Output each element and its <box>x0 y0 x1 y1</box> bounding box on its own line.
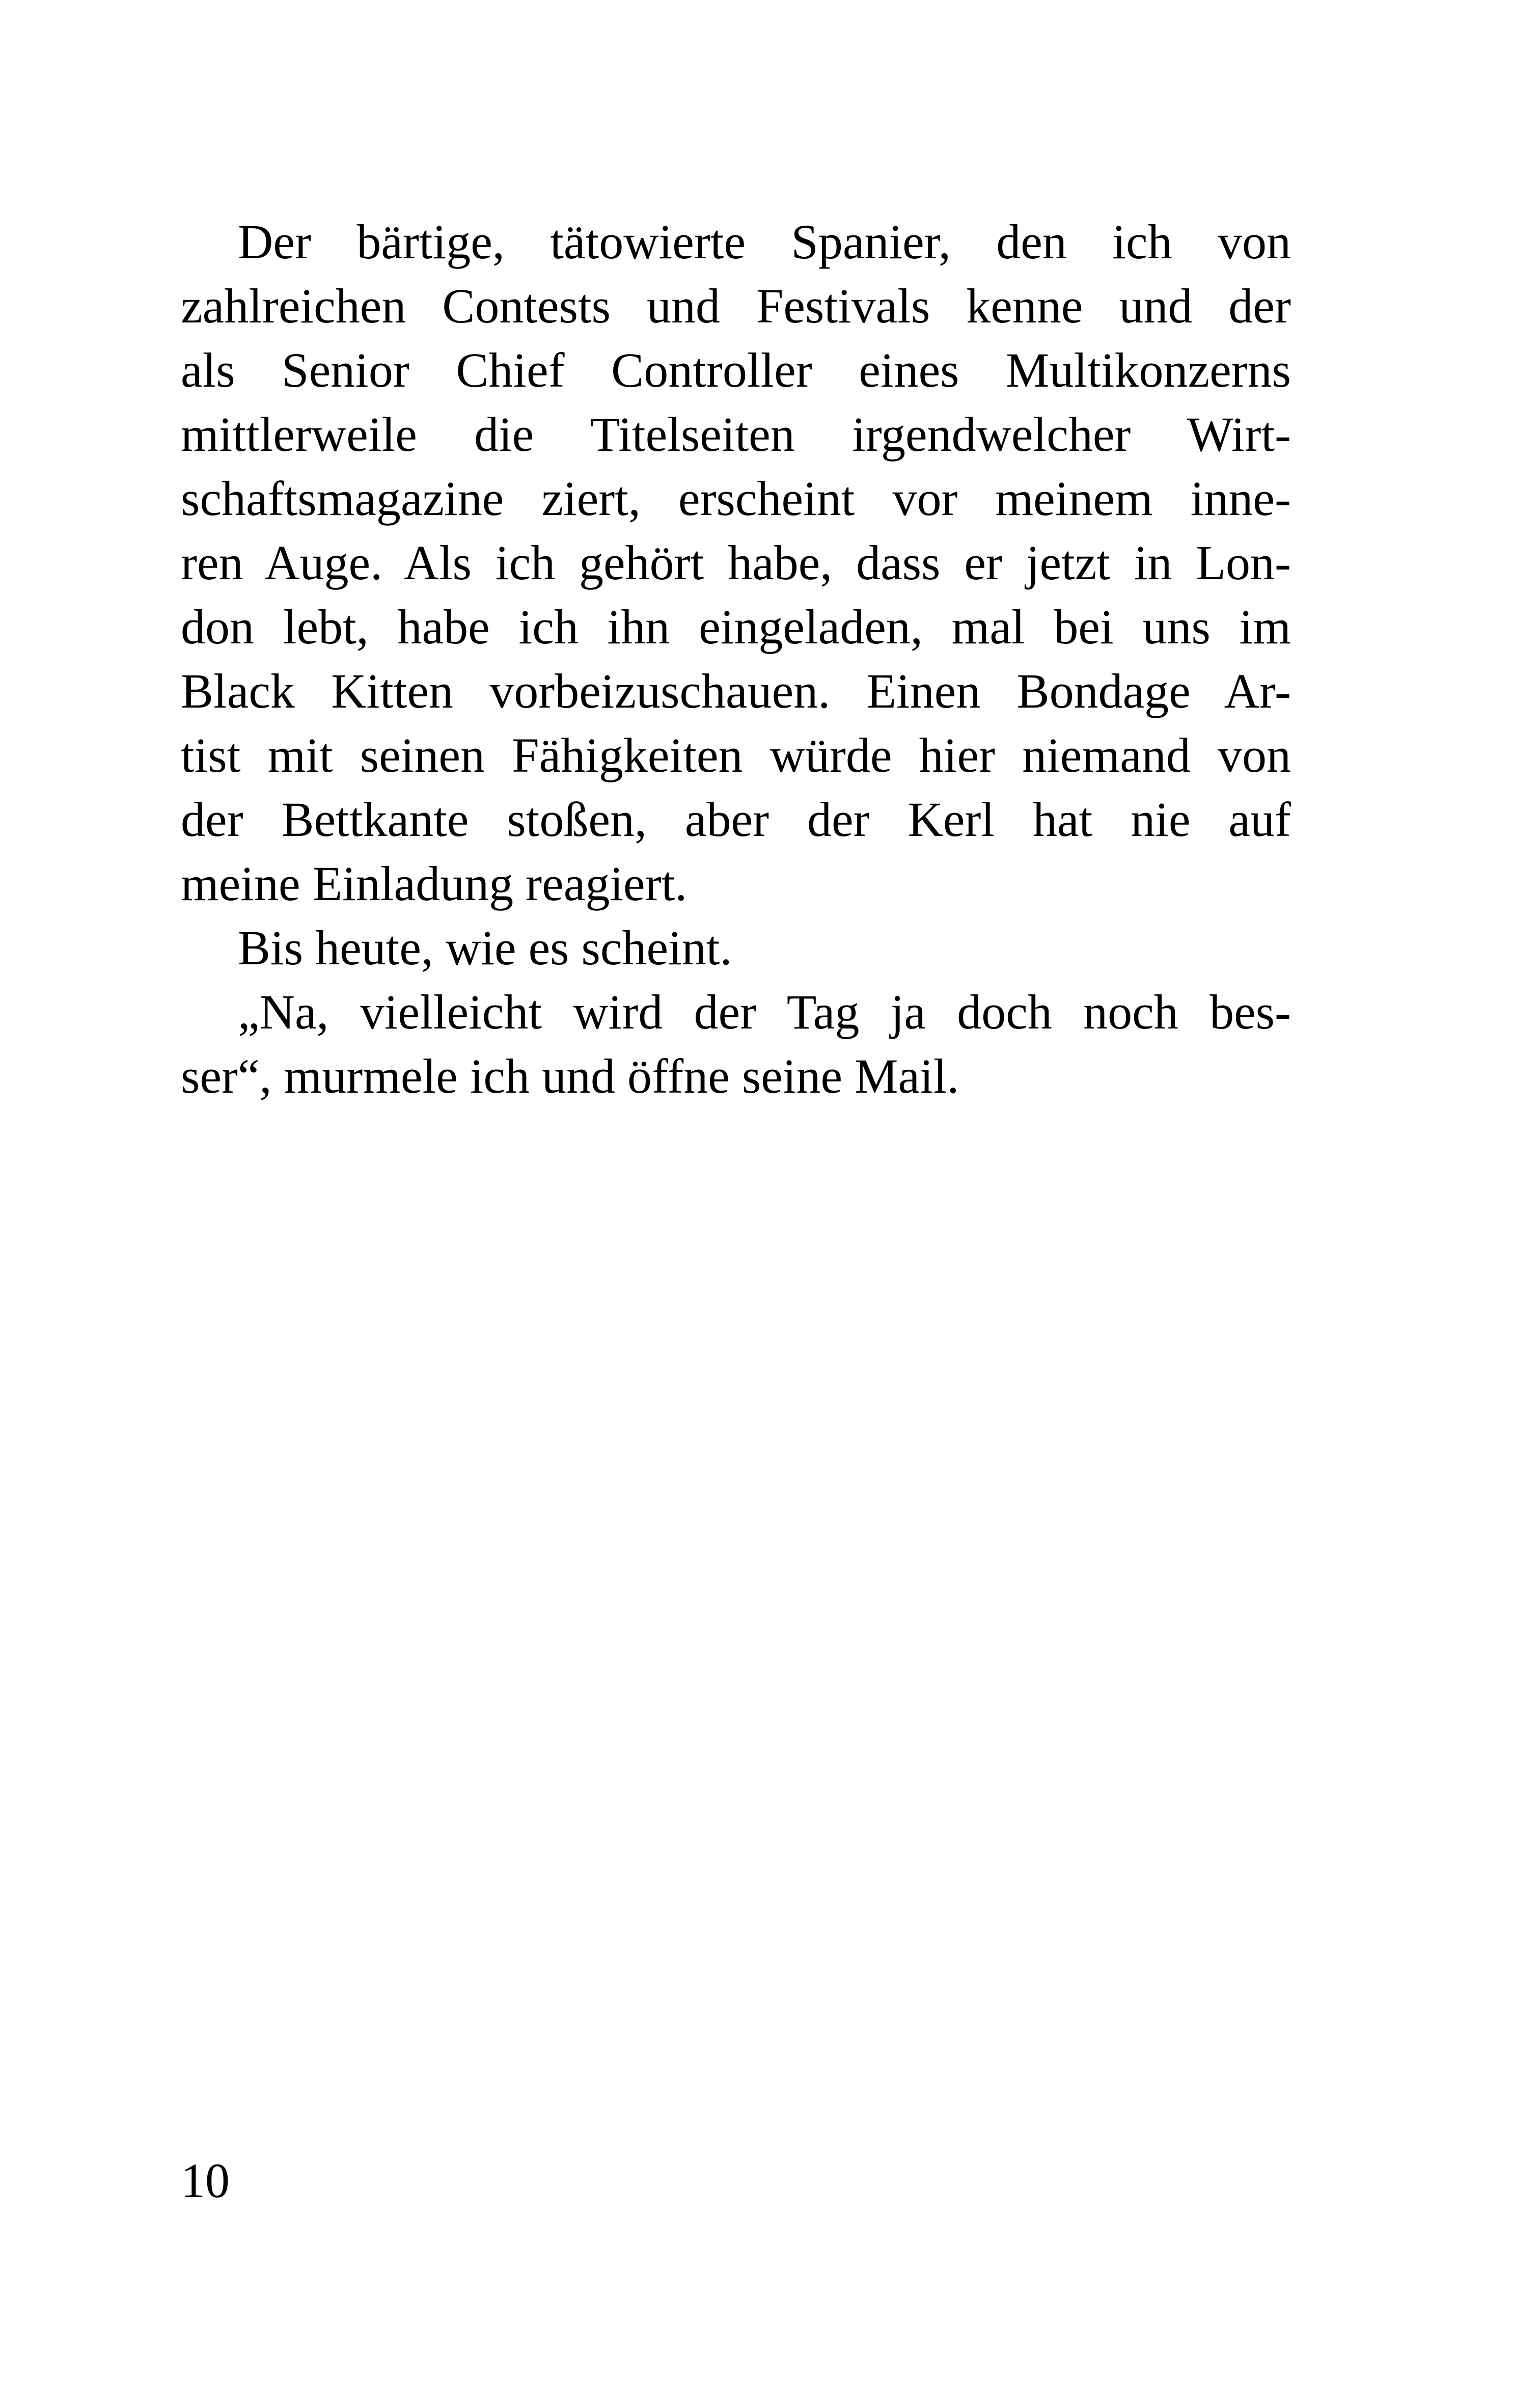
text-line: als Senior Chief Controller eines Multikonzerns <box>181 343 1291 397</box>
text-line: meine Einladung reagiert. <box>181 856 688 911</box>
text-line: tist mit seinen Fähigkeiten würde hier niemand von <box>181 728 1291 782</box>
text-line: don lebt, habe ich ihn eingeladen, mal bei uns im <box>181 600 1291 654</box>
text-line: schaftsmagazine ziert, erscheint vor meinem inne- <box>181 471 1291 526</box>
text-line: Bis heute, wie es scheint. <box>238 920 732 975</box>
text-line: mittlerweile die Titelseiten irgendwelcher Wirt- <box>181 407 1291 462</box>
body-text <box>181 210 1291 1108</box>
paragraph-1 <box>181 210 1291 916</box>
text-line: ren Auge. Als ich gehört habe, dass er jetzt in Lon- <box>181 535 1291 590</box>
text-line: der Bettkante stoßen, aber der Kerl hat nie auf <box>181 792 1291 847</box>
text-line: „Na, vielleicht wird der Tag ja doch noch bes- <box>238 985 1291 1039</box>
paragraph-3 <box>181 980 1291 1108</box>
text-line: zahlreichen Contests und Festivals kenne und der <box>181 279 1291 333</box>
text-line: Der bärtige, tätowierte Spanier, den ich von <box>238 214 1291 269</box>
paragraph-2 <box>181 916 1291 980</box>
text-line: ser“, murmele ich und öffne seine Mail. <box>181 1049 959 1103</box>
page-number: 10 <box>181 2153 230 2208</box>
text-line: Black Kitten vorbeizuschauen. Einen Bondage Ar- <box>181 664 1291 718</box>
